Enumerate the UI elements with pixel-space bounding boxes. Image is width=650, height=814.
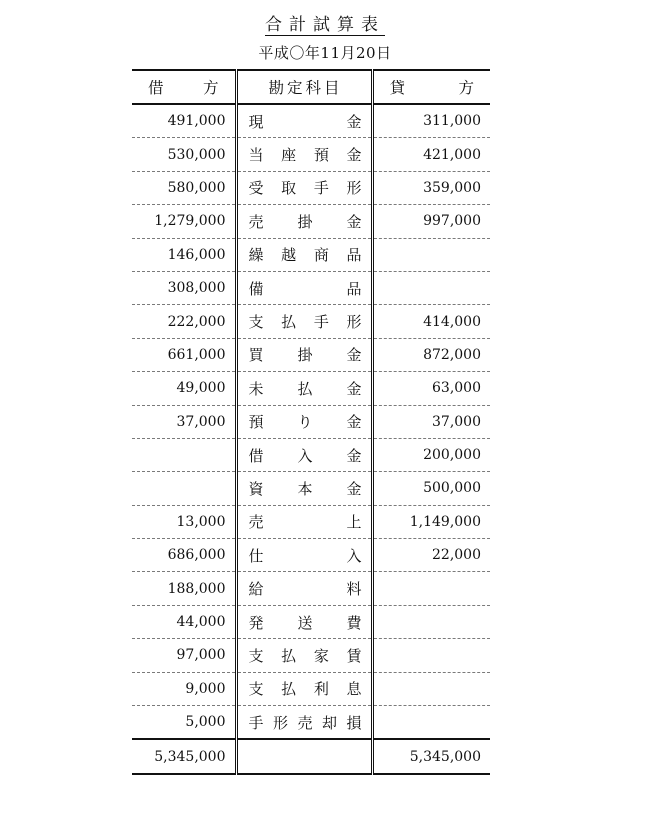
credit-amount	[372, 572, 490, 605]
credit-amount: 500,000	[372, 472, 490, 505]
debit-amount	[132, 472, 236, 505]
table-row	[132, 639, 490, 672]
credit-amount: 311,000	[372, 104, 490, 138]
table-row	[132, 338, 490, 371]
debit-amount: 188,000	[132, 572, 236, 605]
debit-amount: 49,000	[132, 372, 236, 405]
account-total-blank	[236, 739, 372, 773]
account-name: 繰 越 商 品	[248, 246, 362, 265]
account-name-cell	[236, 171, 372, 204]
credit-header	[372, 70, 490, 104]
account-name: 仕 入	[248, 546, 362, 565]
account-name-cell	[236, 605, 372, 638]
account-name-cell	[236, 639, 372, 672]
credit-amount: 1,149,000	[372, 505, 490, 538]
credit-amount	[372, 672, 490, 705]
table-row	[132, 405, 490, 438]
account-name: 支 払 手 形	[248, 313, 362, 332]
table-row	[132, 104, 490, 138]
table-row	[132, 238, 490, 271]
debit-amount: 686,000	[132, 539, 236, 572]
account-name-cell	[236, 438, 372, 471]
account-name: 売 上	[248, 513, 362, 532]
debit-total: 5,345,000	[154, 748, 226, 765]
credit-amount	[372, 605, 490, 638]
credit-header-text: 貸 方	[389, 79, 474, 97]
account-name: 発 送 費	[248, 613, 362, 632]
table-body	[132, 104, 490, 739]
table-row	[132, 205, 490, 238]
document-title	[0, 10, 650, 35]
credit-amount: 37,000	[372, 405, 490, 438]
account-name: 買 掛 金	[248, 346, 362, 365]
debit-amount: 97,000	[132, 639, 236, 672]
credit-amount: 421,000	[372, 138, 490, 171]
account-name: 給 料	[248, 580, 362, 599]
table-row	[132, 605, 490, 638]
account-name: 預 り 金	[248, 413, 362, 432]
account-name-cell	[236, 372, 372, 405]
debit-amount: 661,000	[132, 338, 236, 371]
credit-amount: 63,000	[372, 372, 490, 405]
title-text: 合計試算表	[265, 15, 385, 35]
table-row	[132, 472, 490, 505]
credit-amount	[372, 639, 490, 672]
account-name-cell	[236, 572, 372, 605]
account-name-cell	[236, 706, 372, 740]
account-name: 受 取 手 形	[248, 179, 362, 198]
table-row	[132, 171, 490, 204]
table-row	[132, 572, 490, 605]
account-name-cell	[236, 338, 372, 371]
table-row	[132, 372, 490, 405]
account-name-cell	[236, 238, 372, 271]
account-name-cell	[236, 205, 372, 238]
account-name: 借 入 金	[248, 446, 362, 465]
debit-amount: 9,000	[132, 672, 236, 705]
account-name: 支 払 家 賃	[248, 646, 362, 665]
account-name: 未 払 金	[248, 379, 362, 398]
debit-amount: 37,000	[132, 405, 236, 438]
account-name-cell	[236, 405, 372, 438]
credit-amount: 359,000	[372, 171, 490, 204]
trial-balance-table	[132, 69, 490, 775]
debit-amount: 1,279,000	[132, 205, 236, 238]
credit-total: 5,345,000	[409, 748, 481, 765]
account-name: 現 金	[248, 112, 362, 131]
account-name-cell	[236, 138, 372, 171]
debit-header-text: 借 方	[148, 79, 219, 97]
debit-amount: 491,000	[132, 104, 236, 138]
table-row	[132, 505, 490, 538]
account-name: 売 掛 金	[248, 212, 362, 231]
debit-amount: 44,000	[132, 605, 236, 638]
account-name-cell	[236, 305, 372, 338]
debit-amount: 308,000	[132, 271, 236, 304]
table-row	[132, 305, 490, 338]
account-name-cell	[236, 271, 372, 304]
credit-amount	[372, 706, 490, 740]
debit-header	[132, 70, 236, 104]
document-date: 平成〇年11月20日	[258, 44, 392, 62]
debit-amount: 580,000	[132, 171, 236, 204]
account-name-cell	[236, 472, 372, 505]
credit-amount	[372, 271, 490, 304]
credit-amount: 22,000	[372, 539, 490, 572]
account-name-cell	[236, 672, 372, 705]
account-name-cell	[236, 104, 372, 138]
credit-amount: 997,000	[372, 205, 490, 238]
table-row	[132, 138, 490, 171]
table-row	[132, 438, 490, 471]
debit-amount: 13,000	[132, 505, 236, 538]
table-row	[132, 539, 490, 572]
credit-amount: 200,000	[372, 438, 490, 471]
table-header-row	[132, 70, 490, 104]
account-header-text: 勘 定 科 目	[268, 79, 340, 97]
table-row	[132, 706, 490, 740]
account-name: 当 座 預 金	[248, 146, 362, 165]
debit-amount	[132, 438, 236, 471]
account-name: 資 本 金	[248, 479, 362, 498]
table-row	[132, 672, 490, 705]
debit-amount: 5,000	[132, 706, 236, 740]
account-name: 備 品	[248, 279, 362, 298]
debit-amount: 146,000	[132, 238, 236, 271]
account-header	[236, 70, 372, 104]
table-row	[132, 271, 490, 304]
account-name: 支 払 利 息	[248, 680, 362, 699]
credit-amount	[372, 238, 490, 271]
totals-row	[132, 739, 490, 773]
debit-amount: 222,000	[132, 305, 236, 338]
debit-amount: 530,000	[132, 138, 236, 171]
account-name: 手 形 売 却 損	[248, 713, 362, 732]
account-name-cell	[236, 505, 372, 538]
account-name-cell	[236, 539, 372, 572]
credit-amount: 414,000	[372, 305, 490, 338]
credit-amount: 872,000	[372, 338, 490, 371]
